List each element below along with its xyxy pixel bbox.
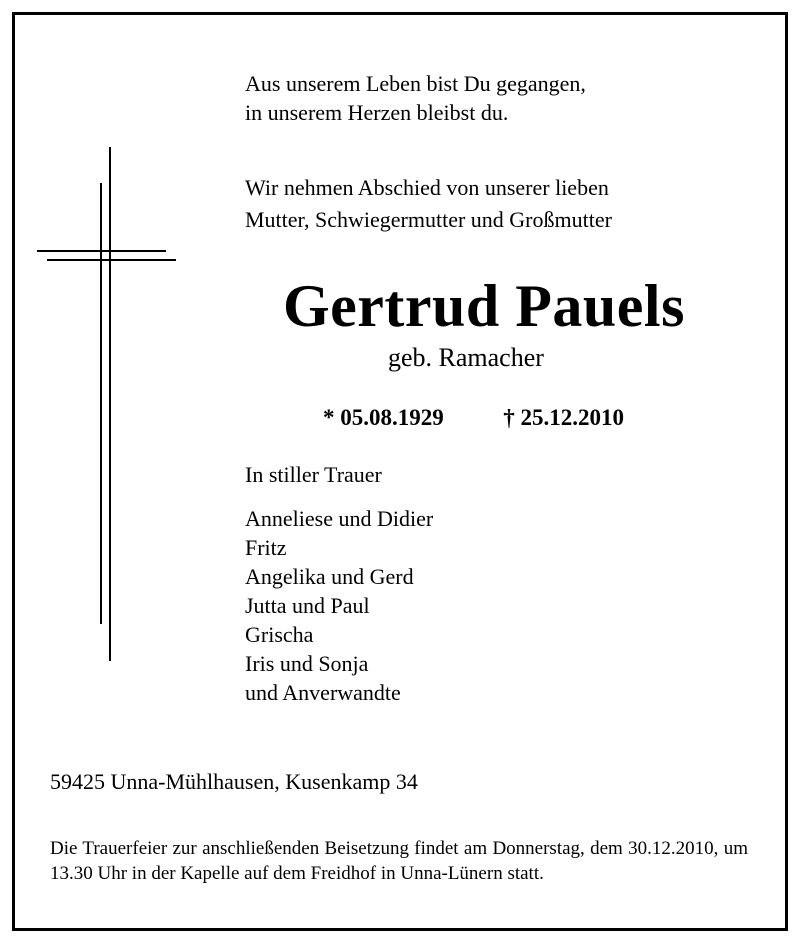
- mourner: Anneliese und Didier: [245, 506, 434, 531]
- mourner: Fritz: [245, 535, 287, 560]
- mourners-list: [245, 504, 433, 707]
- verse-line: in unserem Herzen bleibst du.: [245, 100, 509, 125]
- verse-line: Aus unserem Leben bist Du gegangen,: [245, 71, 586, 96]
- mourner: Grischa: [245, 622, 314, 647]
- birth-date: * 05.08.1929: [323, 405, 444, 430]
- mourner: und Anverwandte: [245, 680, 401, 705]
- farewell-line: Wir nehmen Abschied von unserer lieben: [245, 175, 609, 200]
- deceased-name: Gertrud Pauels: [283, 273, 685, 339]
- death-date: † 25.12.2010: [503, 405, 624, 430]
- mourner: Angelika und Gerd: [245, 564, 414, 589]
- maiden-name: geb. Ramacher: [388, 343, 544, 372]
- mourner: Iris und Sonja: [245, 651, 369, 676]
- farewell-text: [245, 172, 612, 236]
- life-dates: [323, 405, 624, 431]
- address: 59425 Unna-Mühlhausen, Kusenkamp 34: [50, 769, 418, 794]
- farewell-line: Mutter, Schwiegermutter und Großmutter: [245, 207, 612, 232]
- funeral-notice: Die Trauerfeier zur anschließenden Beisetzung findet am Donnerstag, dem 30.12.2010, um 13.30 Uhr in der Kapelle auf dem Freidhof in Unna-Lünern statt.: [50, 838, 748, 884]
- mourning-line: In stiller Trauer: [245, 462, 382, 487]
- mourner: Jutta und Paul: [245, 593, 370, 618]
- verse: [245, 69, 586, 127]
